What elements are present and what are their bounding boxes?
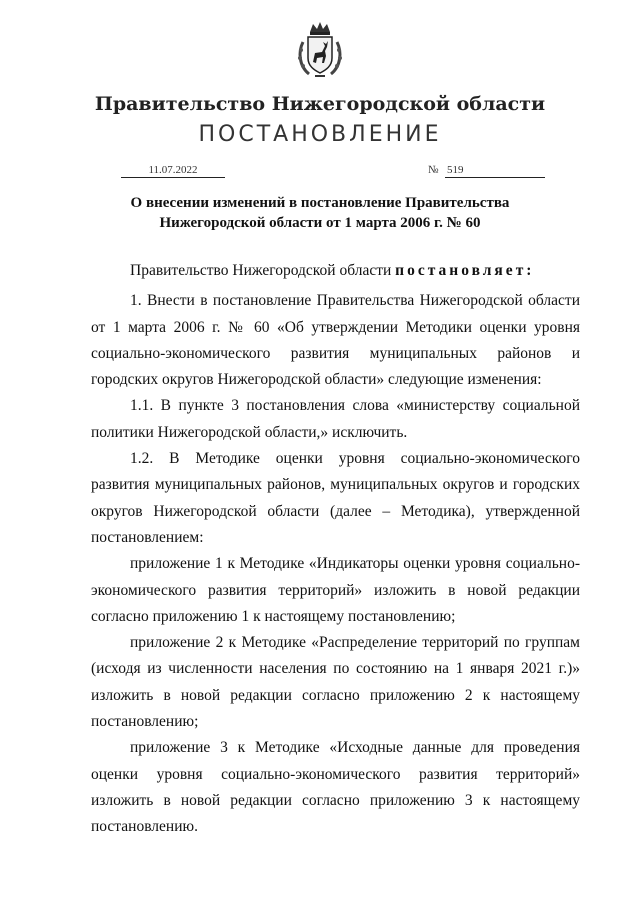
subject-line: О внесении изменений в постановление Правительства	[130, 195, 510, 211]
document-subject	[100, 193, 540, 233]
appendix-item-1: приложение 1 к Методике «Индикаторы оценки уровня социально-экономического развития территорий» изложить в новой редакции согласно приложению 1 к настоящему постановлению;	[91, 555, 580, 625]
document-number: 519	[445, 163, 545, 178]
paragraph-1-2: 1.2. В Методике оценки уровня социально-экономического развития муниципальных районов, муниципальных округов и городских округов Нижегородской области (далее – Методика), утвержденной постановлением:	[91, 450, 580, 546]
document-body	[91, 258, 580, 841]
intro-prefix: Правительство Нижегородской области	[130, 262, 396, 279]
paragraph-1-1: 1.1. В пункте 3 постановления слова «министерству социальной политики Нижегородской области,» исключить.	[91, 397, 580, 441]
appendix-item-3: приложение 3 к Методике «Исходные данные для проведения оценки уровня социально-экономического развития территорий» изложить в новой редакции согласно приложению 3 к настоящему постановлению.	[91, 739, 580, 836]
nizhny-novgorod-coat-of-arms-icon	[295, 20, 345, 80]
document-type: ПОСТАНОВЛЕНИЕ	[198, 122, 442, 147]
paragraph-1: 1. Внести в постановление Правительства Нижегородской области от 1 марта 2006 г. № 60 «Об утверждении Методики оценки уровня социально-экономического развития муниципальных районов и городских округов Нижегородской области» следующие изменения:	[91, 292, 580, 389]
subject-line: Нижегородской области от 1 марта 2006 г. № 60	[159, 215, 481, 231]
resolution-intro	[91, 258, 580, 284]
organization-title: Правительство Нижегородской области	[94, 93, 546, 115]
document-date: 11.07.2022	[121, 163, 225, 178]
resolution-verb: постановляет:	[395, 262, 535, 279]
appendix-item-2: приложение 2 к Методике «Распределение территорий по группам (исходя из численности населения по состоянию на 1 января 2021 г.)» изложить в новой редакции согласно приложению 2 к настоящему постановлению;	[91, 634, 580, 731]
document-number-label: №	[428, 164, 439, 176]
